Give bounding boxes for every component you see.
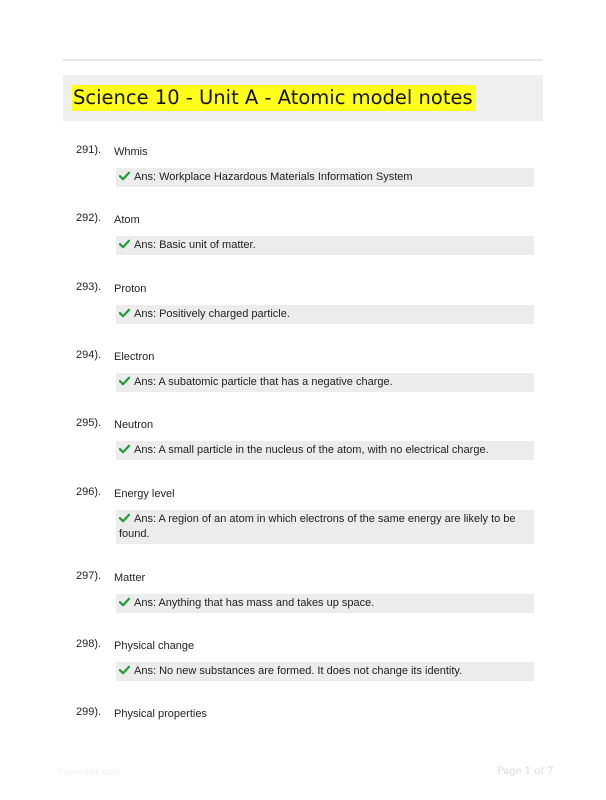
footer-watermark: Paperstitic.com [58,767,120,777]
check-icon [119,597,130,607]
question-term: Physical change [114,640,195,652]
answer-text: Ans: No new substances are formed. It does not change its identity. [134,665,463,677]
question-term: Matter [114,572,146,584]
question-number: 296). [76,486,102,498]
question-number: 292). [76,212,102,224]
answer-text: Ans: A subatomic particle that has a negative charge. [134,376,393,388]
check-icon [119,171,130,181]
question-number: 294). [76,349,102,361]
page-title: Science 10 - Unit A - Atomic model notes [72,85,476,111]
answer-box [116,662,534,681]
answer-box [116,373,534,392]
check-icon [119,376,130,386]
title-banner [63,75,543,121]
answer-box [116,510,534,544]
question-term: Neutron [114,419,154,431]
top-divider [63,59,543,61]
question-term: Atom [114,214,140,226]
answer-box [116,441,534,460]
question-number: 293). [76,281,102,293]
question-term: Proton [114,283,147,295]
answer-text: Ans: Anything that has mass and takes up space. [134,597,375,609]
answer-text: Ans: A small particle in the nucleus of the atom, with no electrical charge. [134,444,489,456]
check-icon [119,239,130,249]
answer-box [116,594,534,613]
question-number: 291). [76,144,102,156]
question-number: 297). [76,570,102,582]
question-term: Energy level [114,488,175,500]
answer-box [116,305,534,324]
answer-box [116,236,534,255]
check-icon [119,665,130,675]
answer-text: Ans: A region of an atom in which electrons of the same energy are likely to be found. [119,513,516,540]
answer-box [116,168,534,187]
question-number: 298). [76,638,102,650]
check-icon [119,513,130,523]
question-number: 299). [76,706,102,718]
question-term: Whmis [114,146,148,158]
answer-text: Ans: Positively charged particle. [134,308,290,320]
answer-text: Ans: Basic unit of matter. [134,239,256,251]
question-term: Electron [114,351,155,363]
page-number: Page 1 of 7 [497,766,554,777]
check-icon [119,444,130,454]
question-term: Physical properties [114,708,207,720]
answer-text: Ans: Workplace Hazardous Materials Information System [134,171,413,183]
question-number: 295). [76,417,102,429]
check-icon [119,308,130,318]
